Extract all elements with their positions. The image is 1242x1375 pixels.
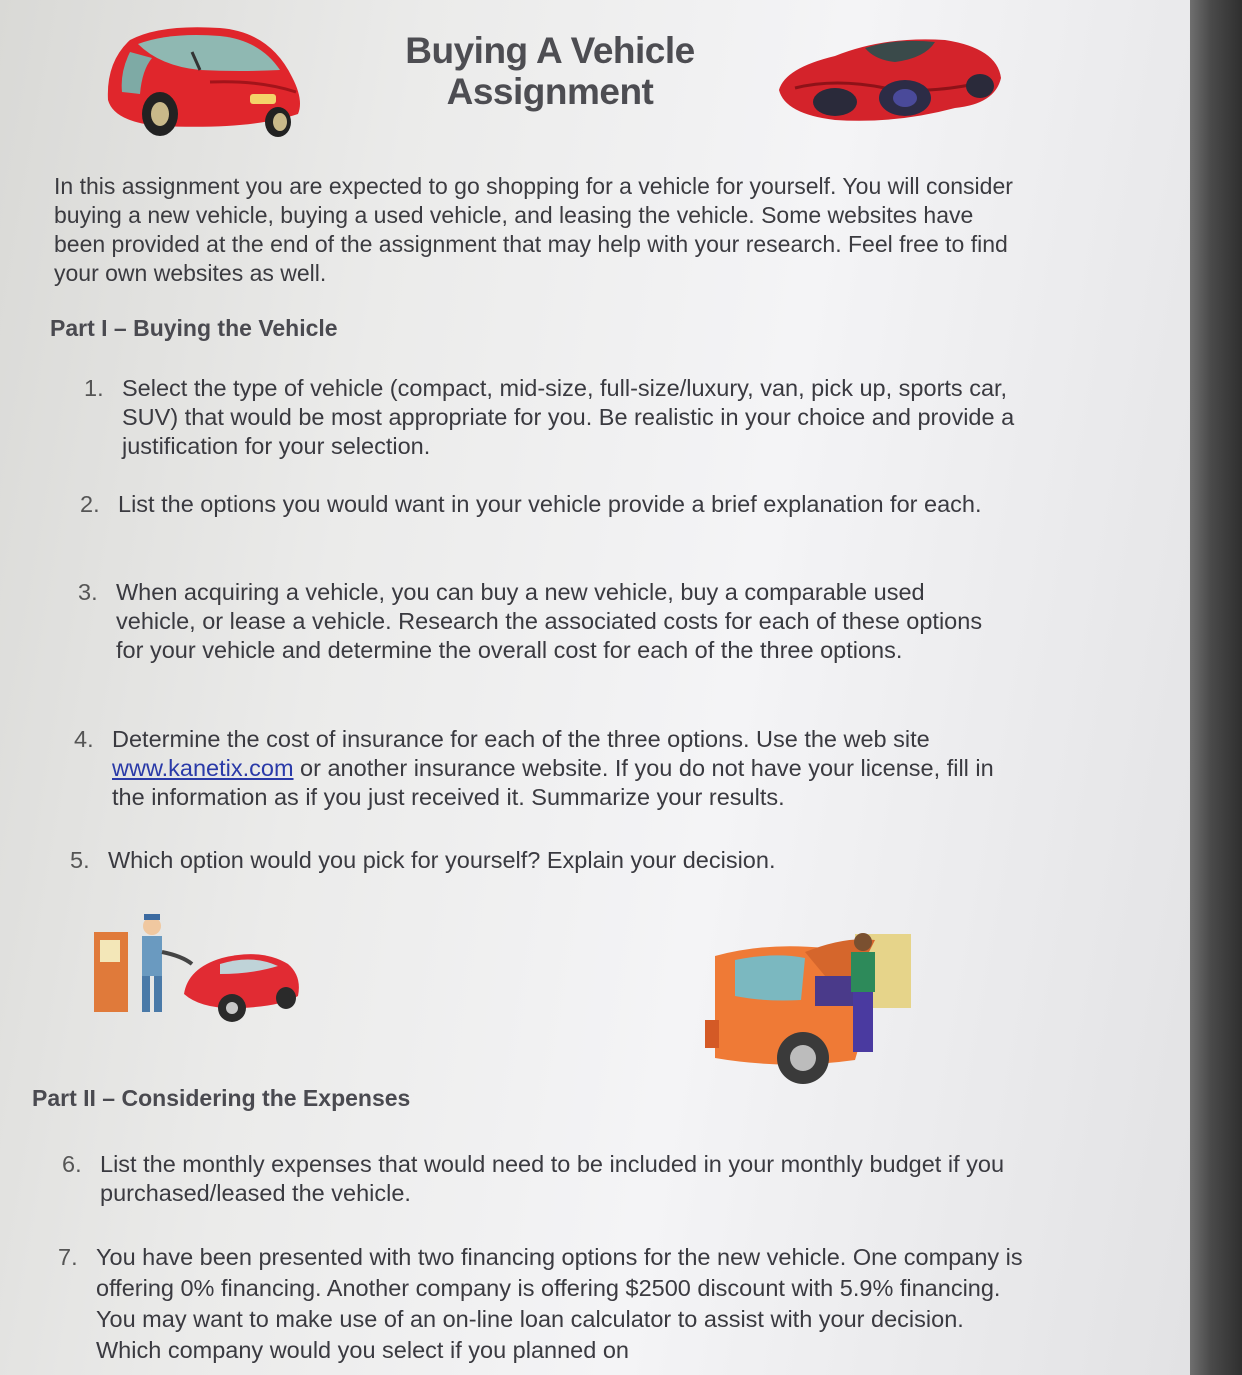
list-item	[78, 578, 1006, 665]
list-item	[80, 490, 998, 519]
item-number: 7.	[58, 1244, 78, 1270]
red-compact-car-clipart	[100, 22, 305, 140]
title-line-1: Buying A Vehicle	[405, 30, 695, 71]
red-sports-car-clipart	[775, 28, 1005, 128]
intro-paragraph: In this assignment you are expected to go shopping for a vehicle for yourself. You will consider buying a new vehicle, buying a used vehicle, and leasing the vehicle. Some websites have been provided at the end of the assignment that may help with your research. Feel free to find your own websites as well.	[54, 173, 1013, 286]
kanetix-link[interactable]: www.kanetix.com	[112, 755, 294, 781]
list-item	[84, 374, 1037, 461]
monitor-frame-edge	[1190, 0, 1242, 1375]
item-number: 6.	[62, 1151, 82, 1177]
item-text: You have been presented with two financing options for the new vehicle. One company is offering 0% financing. Another company is offering $2500 discount with 5.9% financing. You may want to make use of an on-line loan calculator to assist with your decision. Which company would you select if you planned on	[96, 1244, 1023, 1363]
part-1-heading: Part I – Buying the Vehicle	[50, 315, 338, 341]
list-item	[62, 1150, 1060, 1208]
list-item	[74, 725, 1032, 812]
mechanic-car-repair-clipart	[705, 930, 920, 1088]
item-number: 3.	[78, 579, 98, 605]
item-text: Select the type of vehicle (compact, mid-size, full-size/luxury, van, pick up, sports car, SUV) that would be most appropriate for you. Be realistic in your choice and provide a justification for your selection.	[122, 375, 1015, 459]
item-text: List the options you would want in your vehicle provide a brief explanation for each.	[118, 491, 982, 517]
item-number: 5.	[70, 847, 90, 873]
item-number: 1.	[84, 375, 104, 401]
item-text: or another insurance website. If you do not have your license, fill in the information as if you just received it. Summarize your results.	[112, 755, 994, 810]
gas-station-attendant-clipart	[92, 912, 304, 1030]
part-2-heading: Part II – Considering the Expenses	[32, 1085, 411, 1111]
list-item	[58, 1242, 1031, 1366]
item-number: 4.	[74, 726, 94, 752]
item-text: List the monthly expenses that would need to be included in your monthly budget if you purchased/leased the vehicle.	[100, 1151, 1005, 1206]
item-number: 2.	[80, 491, 100, 517]
document-title	[395, 30, 705, 112]
item-text: When acquiring a vehicle, you can buy a new vehicle, buy a comparable used vehicle, or lease a vehicle. Research the associated costs for each of these options for your vehicle and determine the overall cost for each of the three options.	[116, 579, 983, 663]
list-item	[70, 846, 1008, 875]
item-text: Which option would you pick for yourself? Explain your decision.	[108, 847, 776, 873]
title-line-2: Assignment	[446, 71, 654, 112]
item-text: Determine the cost of insurance for each of the three options. Use the web site	[112, 726, 930, 752]
